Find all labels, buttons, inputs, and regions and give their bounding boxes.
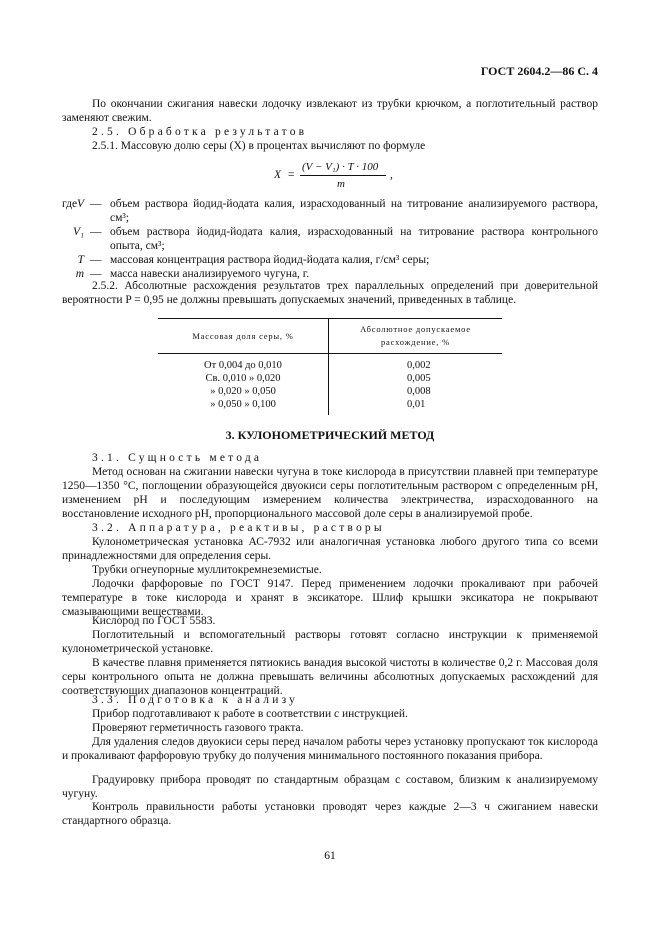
table-row — [158, 372, 502, 385]
definition-symbol: V — [76, 198, 84, 210]
formula-definitions — [62, 197, 598, 281]
table-cell-range: » 0,050 » 0,100 — [158, 398, 329, 415]
definition-text: масса навески анализируемого чугуна, г. — [110, 268, 310, 280]
paragraph-3-3-prepare: Прибор подготавливают к работе в соответствии с инструкцией. — [92, 708, 408, 720]
heading-3-1: 3.1. Сущность метода — [92, 452, 263, 464]
paragraph-3-2-apparatus: Кулонометрическая установка АС-7932 или аналогичная установка любого другого типа со всеми принадлежностями для определения серы. — [62, 536, 598, 562]
definition-dash: — — [90, 226, 102, 238]
formula — [274, 160, 414, 190]
definition-lead: где — [62, 198, 78, 210]
paragraph-3-3-calibration: Градуировку прибора проводят по стандартным образцам с составом, близким к анализируемому чугуну. — [62, 774, 598, 800]
paragraph-3-2-boats: Лодочки фарфоровые по ГОСТ 9147. Перед применением лодочки прокаливают при рабочей температуре в токе кислорода и хранят в эксикаторе. Шлиф крышки эксикатора не покрывают смазывающими веществами. — [62, 578, 598, 618]
table-row — [158, 385, 502, 398]
paragraph-3-2-solutions: Поглотительный и вспомогательный растворы готовят согласно инструкции к применяемой кулонометрической установке. — [62, 629, 598, 655]
heading-3-3: 3.3. Подготовка к анализу — [92, 694, 299, 706]
table-cell-range: Св. 0,010 » 0,020 — [158, 372, 329, 385]
paragraph-3-2-flux: В качестве плавня применяется пятиокись ванадия высокой чистоты в количестве 0,2 г. Массовая доля серы контрольного опыта не должна превышать величины абсолютных допускаемых расхождений для соответствующих диапазонов концентраций. — [62, 657, 598, 697]
section-title-3: 3. КУЛОНОМЕТРИЧЕСКИЙ МЕТОД — [225, 428, 435, 442]
definition-item — [62, 197, 598, 225]
paragraph-3-2-tubes: Трубки огнеупорные муллитокремнеземистые. — [92, 564, 322, 576]
paragraph-2-5-2: 2.5.2. Абсолютные расхождения результатов трех параллельных определений при доверительной вероятности P = 0,95 не должны превышать допускаемых значений, приведенных в таблице. — [62, 280, 598, 306]
table-row — [158, 398, 502, 415]
fraction-bar — [300, 175, 386, 176]
page-number: 61 — [324, 850, 336, 862]
table-cell-value: 0,01 — [407, 399, 426, 410]
definition-symbol: m — [75, 268, 84, 280]
definition-dash: — — [90, 198, 102, 210]
table-cell-value: 0,005 — [407, 373, 431, 384]
definition-item — [62, 225, 598, 253]
page-header: ГОСТ 2604.2—86 С. 4 — [480, 64, 598, 78]
formula-comma: , — [390, 169, 393, 181]
definition-symbol: T — [77, 254, 84, 266]
paragraph-2-5-1: 2.5.1. Массовую долю серы (X) в процентах вычисляют по формуле — [92, 140, 426, 152]
table-cell-value: 0,002 — [407, 360, 431, 371]
heading-3-2: 3.2. Аппаратура, реактивы, растворы — [92, 522, 385, 534]
definition-text: объем раствора йодид-йодата калия, израсходованный на титрование раствора контрольного опыта, см³; — [110, 226, 598, 252]
definition-dash: — — [90, 268, 102, 280]
paragraph-3-2-oxygen: Кислород по ГОСТ 5583. — [92, 615, 216, 627]
formula-numerator: (V − V₁) · T · 100 — [302, 161, 379, 173]
definition-text: объем раствора йодид-йодата калия, израсходованный на титрование анализируемого раствора, см³; — [110, 198, 598, 224]
table-header-mass-fraction: Массовая доля серы, % — [158, 319, 329, 354]
paragraph-3-3-tightness: Проверяют герметичность газового тракта. — [92, 722, 304, 734]
document-page — [62, 0, 598, 936]
heading-2-5: 2.5. Обработка результатов — [92, 126, 308, 138]
table-cell-range: От 0,004 до 0,010 — [158, 354, 329, 373]
formula-equals: = — [288, 169, 295, 181]
paragraph-3-3-control: Контроль правильности работы установки проводят через каждые 2—3 ч сжиганием навески стандартного образца. — [62, 801, 598, 827]
tolerance-table — [158, 318, 502, 415]
definition-dash: — — [90, 254, 102, 266]
table-cell-range: » 0,020 » 0,050 — [158, 385, 329, 398]
definition-item — [62, 253, 598, 267]
definition-text: массовая концентрация раствора йодид-йодата калия, г/см³ серы; — [110, 254, 430, 266]
definition-symbol: V₁ — [72, 226, 84, 238]
paragraph-3-1: Метод основан на сжигании навески чугуна в токе кислорода в присутствии плавней при температуре 1250—1350 °С, поглощении образующейся двуокиси серы поглотительным раствором с определенным pH, изменением pH и последующим измерением количества электричества, израсходованного на восстановление исходного pH, пропорционального массовой доле серы в анализируемой пробе. — [62, 466, 598, 520]
table-header-tolerance: Абсолютное допускаемое расхождение, % — [329, 319, 503, 354]
formula-denominator: m — [337, 178, 345, 190]
table-row — [158, 354, 502, 373]
formula-lhs: X — [274, 169, 282, 181]
paragraph-3-3-purge: Для удаления следов двуокиси серы перед началом работы через установку пропускают ток кислорода и прокаливают фарфоровую трубку до получения минимального постоянного показания прибора. — [62, 736, 598, 762]
table-cell-value: 0,008 — [407, 386, 431, 397]
paragraph-intro: По окончании сжигания навески лодочку извлекают из трубки крючком, а поглотительный раствор заменяют свежим. — [62, 98, 598, 124]
